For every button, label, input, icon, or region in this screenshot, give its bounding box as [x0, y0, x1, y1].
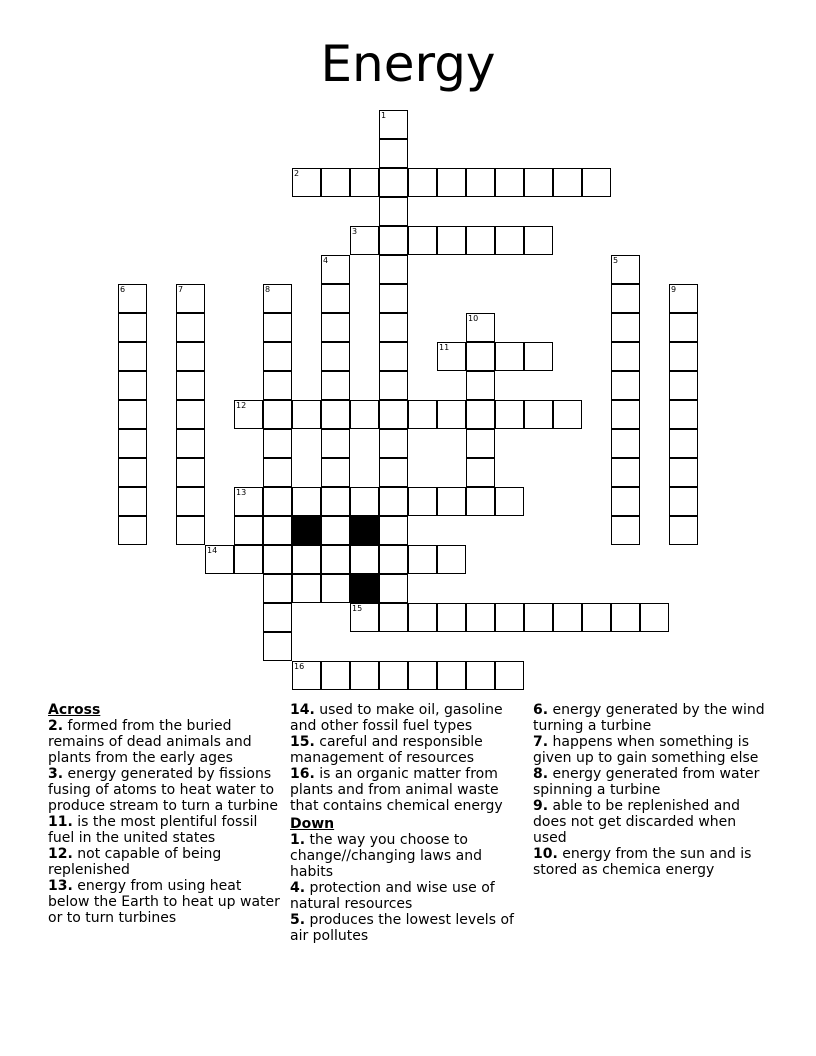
grid-cell[interactable] [321, 168, 350, 197]
clue-down-5 [290, 912, 522, 944]
clue-text: used to make oil, gasoline and other fossil fuel types [290, 702, 503, 734]
grid-cell[interactable] [524, 400, 553, 429]
grid-cell[interactable] [321, 284, 350, 313]
grid-cell[interactable] [379, 255, 408, 284]
grid-cell[interactable] [176, 313, 205, 342]
grid-cell[interactable] [379, 371, 408, 400]
grid-cell[interactable] [321, 255, 350, 284]
grid-cell[interactable] [263, 487, 292, 516]
cell-number: 16 [294, 662, 305, 671]
grid-cell[interactable] [176, 342, 205, 371]
grid-cell[interactable] [263, 545, 292, 574]
clue-number: 9. [533, 798, 549, 814]
across-header: Across [48, 702, 101, 718]
clue-number: 12. [48, 846, 73, 862]
grid-cell[interactable] [379, 603, 408, 632]
grid-cell[interactable] [669, 342, 698, 371]
clue-number: 7. [533, 734, 549, 750]
clue-down-7 [533, 734, 769, 766]
grid-cell[interactable] [466, 487, 495, 516]
cell-number: 3 [352, 227, 358, 236]
grid-cell[interactable] [118, 516, 147, 545]
clue-number: 16. [290, 766, 315, 782]
grid-cell[interactable] [553, 168, 582, 197]
grid-cell[interactable] [408, 661, 437, 690]
grid-cell[interactable] [437, 342, 466, 371]
clue-number: 8. [533, 766, 549, 782]
grid-cell[interactable] [437, 603, 466, 632]
grid-cell[interactable] [495, 487, 524, 516]
grid-cell[interactable] [466, 661, 495, 690]
cell-number: 12 [236, 401, 247, 410]
grid-cell[interactable] [495, 661, 524, 690]
grid-cell[interactable] [379, 110, 408, 139]
grid-cell[interactable] [263, 342, 292, 371]
grid-cell[interactable] [611, 516, 640, 545]
clue-down-4 [290, 880, 522, 912]
grid-cell[interactable] [379, 545, 408, 574]
grid-cell[interactable] [466, 603, 495, 632]
cell-number: 6 [120, 285, 126, 294]
grid-cell[interactable] [466, 168, 495, 197]
grid-cell[interactable] [466, 429, 495, 458]
grid-cell[interactable] [263, 603, 292, 632]
grid-cell[interactable] [611, 371, 640, 400]
clue-text: produces the lowest levels of air pollutes [290, 912, 514, 944]
cell-number: 9 [671, 285, 677, 294]
grid-cell[interactable] [669, 313, 698, 342]
clue-text: is the most plentiful fossil fuel in the united states [48, 814, 258, 846]
clue-number: 1. [290, 832, 306, 848]
clue-text: careful and responsible management of resources [290, 734, 483, 766]
grid-cell[interactable] [234, 545, 263, 574]
grid-cell[interactable] [466, 458, 495, 487]
grid-cell[interactable] [176, 487, 205, 516]
puzzle-title: Energy [320, 35, 496, 93]
grid-cell[interactable] [379, 400, 408, 429]
grid-cell[interactable] [379, 458, 408, 487]
clue-text: is an organic matter from plants and from animal waste that contains chemical energy [290, 766, 503, 814]
grid-cell[interactable] [437, 400, 466, 429]
grid-cell[interactable] [524, 168, 553, 197]
clue-across-15 [290, 734, 522, 766]
cell-number: 14 [207, 546, 218, 555]
grid-cell[interactable] [118, 284, 147, 313]
grid-cell[interactable] [437, 661, 466, 690]
grid-cell[interactable] [379, 197, 408, 226]
grid-cell[interactable] [495, 603, 524, 632]
clue-text: formed from the buried remains of dead animals and plants from the early ages [48, 718, 252, 766]
grid-cell[interactable] [118, 313, 147, 342]
grid-cell[interactable] [321, 545, 350, 574]
grid-cell[interactable] [350, 603, 379, 632]
grid-cell[interactable] [582, 168, 611, 197]
grid-cell[interactable] [118, 458, 147, 487]
grid-cell[interactable] [205, 545, 234, 574]
cell-number: 4 [323, 256, 329, 265]
grid-cell[interactable] [669, 516, 698, 545]
grid-cell[interactable] [292, 400, 321, 429]
grid-cell[interactable] [118, 371, 147, 400]
clue-down-6 [533, 702, 769, 734]
grid-cell[interactable] [321, 458, 350, 487]
grid-cell[interactable] [292, 487, 321, 516]
clue-across-11 [48, 814, 280, 846]
clue-across-16 [290, 766, 522, 814]
clue-text: energy generated by fissions fusing of atoms to heat water to produce stream to turn a turbine [48, 766, 279, 814]
grid-cell[interactable] [466, 371, 495, 400]
grid-cell[interactable] [118, 487, 147, 516]
grid-cell[interactable] [379, 284, 408, 313]
grid-cell[interactable] [437, 226, 466, 255]
clues-column-1 [48, 702, 280, 926]
grid-cell[interactable] [321, 313, 350, 342]
grid-cell[interactable] [379, 516, 408, 545]
grid-cell[interactable] [611, 429, 640, 458]
grid-cell[interactable] [495, 226, 524, 255]
clue-down-10 [533, 846, 769, 878]
grid-cell[interactable] [118, 429, 147, 458]
grid-cell[interactable] [669, 400, 698, 429]
grid-cell[interactable] [466, 342, 495, 371]
grid-cell[interactable] [437, 168, 466, 197]
grid-cell[interactable] [350, 487, 379, 516]
grid-cell[interactable] [379, 429, 408, 458]
black-cell [350, 516, 379, 545]
grid-cell[interactable] [437, 545, 466, 574]
grid-cell[interactable] [263, 429, 292, 458]
clue-across-3 [48, 766, 280, 814]
grid-cell[interactable] [379, 226, 408, 255]
grid-cell[interactable] [292, 661, 321, 690]
clue-text: energy from using heat below the Earth to heat up water or to turn turbines [48, 878, 280, 926]
grid-cell[interactable] [321, 342, 350, 371]
cell-number: 10 [468, 314, 479, 323]
grid-cell[interactable] [408, 168, 437, 197]
cell-number: 5 [613, 256, 619, 265]
grid-cell[interactable] [118, 400, 147, 429]
grid-cell[interactable] [379, 168, 408, 197]
grid-cell[interactable] [350, 226, 379, 255]
grid-cell[interactable] [321, 429, 350, 458]
grid-cell[interactable] [408, 487, 437, 516]
grid-cell[interactable] [611, 458, 640, 487]
grid-cell[interactable] [263, 516, 292, 545]
grid-cell[interactable] [466, 226, 495, 255]
grid-cell[interactable] [176, 458, 205, 487]
clue-number: 4. [290, 880, 306, 896]
grid-cell[interactable] [379, 574, 408, 603]
grid-cell[interactable] [292, 574, 321, 603]
grid-cell[interactable] [176, 429, 205, 458]
clue-number: 15. [290, 734, 315, 750]
grid-cell[interactable] [176, 516, 205, 545]
clue-text: protection and wise use of natural resources [290, 880, 495, 912]
cell-number: 2 [294, 169, 300, 178]
grid-cell[interactable] [176, 400, 205, 429]
grid-cell[interactable] [611, 487, 640, 516]
grid-cell[interactable] [408, 545, 437, 574]
grid-cell[interactable] [669, 458, 698, 487]
clue-number: 5. [290, 912, 306, 928]
grid-cell[interactable] [553, 400, 582, 429]
down-header: Down [290, 816, 335, 832]
grid-cell[interactable] [669, 371, 698, 400]
grid-cell[interactable] [611, 313, 640, 342]
grid-cell[interactable] [553, 603, 582, 632]
grid-cell[interactable] [118, 342, 147, 371]
clue-number: 10. [533, 846, 558, 862]
black-cell [292, 516, 321, 545]
clue-number: 14. [290, 702, 315, 718]
grid-cell[interactable] [669, 429, 698, 458]
grid-cell[interactable] [495, 168, 524, 197]
clue-text: not capable of being replenished [48, 846, 222, 878]
grid-cell[interactable] [321, 661, 350, 690]
clue-number: 3. [48, 766, 64, 782]
grid-cell[interactable] [321, 574, 350, 603]
grid-cell[interactable] [234, 487, 263, 516]
grid-cell[interactable] [524, 342, 553, 371]
clue-text: energy generated by the wind turning a turbine [533, 702, 765, 734]
clues-column-2 [290, 702, 522, 944]
grid-cell[interactable] [524, 226, 553, 255]
grid-cell[interactable] [263, 313, 292, 342]
grid-cell[interactable] [350, 661, 379, 690]
grid-cell[interactable] [234, 516, 263, 545]
grid-cell[interactable] [611, 400, 640, 429]
grid-cell[interactable] [321, 516, 350, 545]
grid-cell[interactable] [582, 603, 611, 632]
clue-number: 13. [48, 878, 73, 894]
grid-cell[interactable] [611, 255, 640, 284]
clue-across-13 [48, 878, 280, 926]
clue-text: happens when something is given up to gain something else [533, 734, 759, 766]
cell-number: 1 [381, 111, 387, 120]
grid-cell[interactable] [408, 400, 437, 429]
grid-cell[interactable] [379, 661, 408, 690]
clue-across-14 [290, 702, 522, 734]
clue-text: able to be replenished and does not get discarded when used [533, 798, 741, 846]
clue-across-12 [48, 846, 280, 878]
grid-cell[interactable] [611, 342, 640, 371]
clue-text: the way you choose to change//changing laws and habits [290, 832, 482, 880]
grid-cell[interactable] [379, 139, 408, 168]
grid-cell[interactable] [176, 284, 205, 313]
grid-cell[interactable] [640, 603, 669, 632]
grid-cell[interactable] [292, 545, 321, 574]
clue-number: 6. [533, 702, 549, 718]
grid-cell[interactable] [350, 545, 379, 574]
grid-cell[interactable] [263, 632, 292, 661]
grid-cell[interactable] [350, 400, 379, 429]
clue-text: energy generated from water spinning a turbine [533, 766, 760, 798]
grid-cell[interactable] [263, 574, 292, 603]
cell-number: 7 [178, 285, 184, 294]
cell-number: 15 [352, 604, 363, 613]
grid-cell[interactable] [669, 284, 698, 313]
grid-cell[interactable] [408, 603, 437, 632]
clues-column-3 [533, 702, 769, 878]
grid-cell[interactable] [234, 400, 263, 429]
grid-cell[interactable] [292, 168, 321, 197]
grid-cell[interactable] [350, 168, 379, 197]
cell-number: 11 [439, 343, 450, 352]
grid-cell[interactable] [321, 371, 350, 400]
grid-cell[interactable] [495, 342, 524, 371]
grid-cell[interactable] [466, 313, 495, 342]
black-cell [350, 574, 379, 603]
grid-cell[interactable] [176, 371, 205, 400]
grid-cell[interactable] [379, 342, 408, 371]
clue-number: 11. [48, 814, 73, 830]
clue-number: 2. [48, 718, 64, 734]
grid-cell[interactable] [611, 284, 640, 313]
grid-cell[interactable] [263, 284, 292, 313]
grid-cell[interactable] [321, 487, 350, 516]
grid-cell[interactable] [379, 313, 408, 342]
grid-cell[interactable] [611, 603, 640, 632]
grid-cell[interactable] [466, 400, 495, 429]
cell-number: 8 [265, 285, 271, 294]
grid-cell[interactable] [524, 603, 553, 632]
grid-cell[interactable] [408, 226, 437, 255]
grid-cell[interactable] [263, 458, 292, 487]
clue-down-9 [533, 798, 769, 846]
grid-cell[interactable] [263, 371, 292, 400]
clue-down-1 [290, 832, 522, 880]
grid-cell[interactable] [437, 487, 466, 516]
grid-cell[interactable] [495, 400, 524, 429]
clue-across-2 [48, 718, 280, 766]
clue-text: energy from the sun and is stored as chemica energy [533, 846, 752, 878]
grid-cell[interactable] [321, 400, 350, 429]
grid-cell[interactable] [263, 400, 292, 429]
clue-down-8 [533, 766, 769, 798]
grid-cell[interactable] [669, 487, 698, 516]
cell-number: 13 [236, 488, 247, 497]
grid-cell[interactable] [379, 487, 408, 516]
